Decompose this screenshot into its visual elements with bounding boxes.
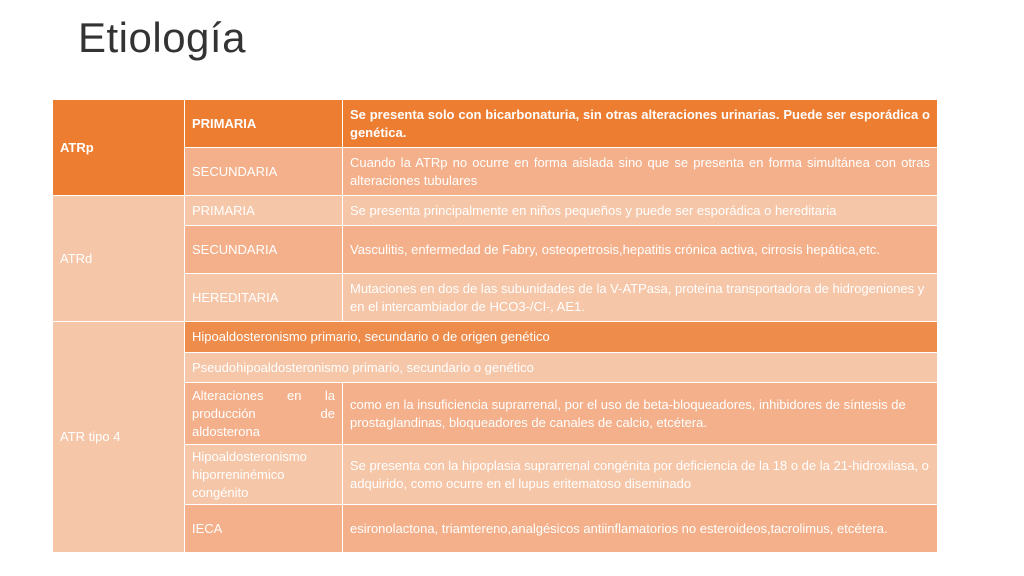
atrd-hereditaria-text: Mutaciones en dos de las subunidades de la V-ATPasa, proteína transportadora de hidrogeniones y en el intercambiador de HCO3-/Cl-, AE1. [343,274,938,322]
table-row [53,353,938,383]
atrd-primaria-label: PRIMARIA [185,196,343,226]
table-row [53,274,938,322]
table-row [53,383,938,445]
atrp-secundaria-label: SECUNDARIA [185,148,343,196]
atrd-secundaria-label: SECUNDARIA [185,226,343,274]
table-row [53,505,938,553]
atrd-hereditaria-label: HEREDITARIA [185,274,343,322]
atrd-primaria-text: Se presenta principalmente en niños pequeños y puede ser esporádica o hereditaria [343,196,938,226]
atrd-secundaria-text: Vasculitis, enfermedad de Fabry, osteopetrosis,hepatitis crónica activa, cirrosis hepática,etc. [343,226,938,274]
atrp-primaria-text: Se presenta solo con bicarbonaturia, sin otras alteraciones urinarias. Puede ser esporádica o genética. [343,100,938,148]
table-row [53,196,938,226]
atrp-primaria-label: PRIMARIA [185,100,343,148]
table-row [53,148,938,196]
table-row [53,322,938,353]
atr4-alteraciones-label: Alteraciones en la producción de aldosterona [185,383,343,445]
atrp-secundaria-text: Cuando la ATRp no ocurre en forma aislada sino que se presenta en forma simultánea con otras alteraciones tubulares [343,148,938,196]
table-row [53,226,938,274]
group-atrp: ATRp [53,100,185,196]
atr4-hiporreninemico-text: Se presenta con la hipoplasia suprarrenal congénita por deficiencia de la 18 o de la 21-hidroxilasa, o adquirido, como ocurre en el lupus eritematoso diseminado [343,445,938,505]
etiology-table [52,99,938,553]
atr4-pseudohipoaldosteronismo: Pseudohipoaldosteronismo primario, secundario o genético [185,353,938,383]
group-atr-tipo-4: ATR tipo 4 [53,322,185,553]
atr4-hiporreninemico-label: Hipoaldosteronismo hiporreninémico congénito [185,445,343,505]
table-row [53,100,938,148]
atr4-ieca-label: IECA [185,505,343,553]
atr4-hipoaldosteronismo: Hipoaldosteronismo primario, secundario o de origen genético [185,322,938,353]
group-atrd: ATRd [53,196,185,322]
atr4-ieca-text: esironolactona, triamtereno,analgésicos antiinflamatorios no esteroideos,tacrolimus, etcétera. [343,505,938,553]
table-row [53,445,938,505]
atr4-alteraciones-text: como en la insuficiencia suprarrenal, por el uso de beta-bloqueadores, inhibidores de síntesis de prostaglandinas, bloqueadores de canales de calcio, etcétera. [343,383,938,445]
slide-title: Etiología [78,14,246,61]
